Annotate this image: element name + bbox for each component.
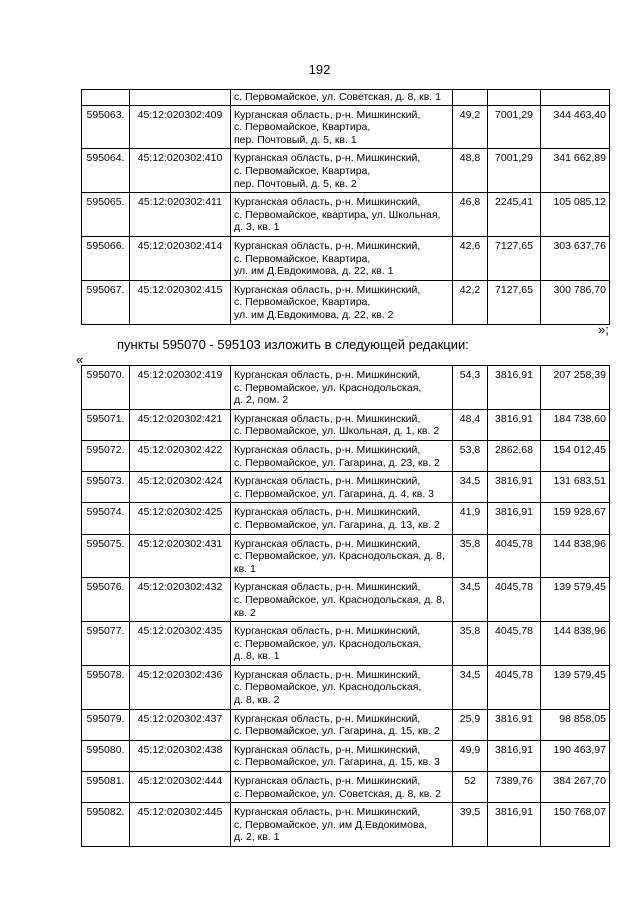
table-row [82,503,610,534]
table-row [82,90,610,106]
opening-quote: « [76,352,84,367]
cadastral-number: 45:12:020302:444 [130,772,231,803]
cost: 159 928,67 [541,503,610,534]
area: 54,3 [453,366,488,410]
row-number: 595072. [82,440,130,471]
address: Курганская область, р-н. Мишкинский, с. Первомайское, ул. Гагарина, д. 13, кв. 2 [231,503,453,534]
cadastral-number: 45:12:020302:422 [130,440,231,471]
cost: 341 662,89 [541,149,610,193]
cadastral-number: 45:12:020302:445 [130,803,231,847]
table-row [82,149,610,193]
row-number: 595078. [82,665,130,709]
property-table-new-edition [81,365,610,847]
row-number: 595066. [82,236,130,280]
cadastral-number: 45:12:020302:414 [130,236,231,280]
row-number [82,90,130,106]
cadastral-number [130,90,231,106]
cost: 98 858,05 [541,709,610,740]
cadastral-number: 45:12:020302:424 [130,472,231,503]
area: 39,5 [453,803,488,847]
table-row [82,409,610,440]
row-number: 595073. [82,472,130,503]
cost [541,90,610,106]
area: 35,8 [453,622,488,666]
area: 49,2 [453,105,488,149]
unit-price: 4045,78 [488,578,541,622]
cadastral-number: 45:12:020302:415 [130,280,231,324]
row-number: 595077. [82,622,130,666]
area: 46,8 [453,193,488,237]
cadastral-number: 45:12:020302:436 [130,665,231,709]
cadastral-number: 45:12:020302:437 [130,709,231,740]
row-number: 595067. [82,280,130,324]
row-number: 595074. [82,503,130,534]
cadastral-number: 45:12:020302:438 [130,740,231,771]
address: Курганская область, р-н. Мишкинский, с. Первомайское, Квартира, ул. им Д.Евдокимова, д. 22, кв. 2 [231,280,453,324]
cadastral-number: 45:12:020302:409 [130,105,231,149]
address: Курганская область, р-н. Мишкинский, с. Первомайское, ул. Краснодольская, д. 8, кв. 1 [231,622,453,666]
address: Курганская область, р-н. Мишкинский, с. Первомайское, ул. Школьная, д. 1, кв. 2 [231,409,453,440]
address: с. Первомайское, ул. Советская, д. 8, кв. 1 [231,90,453,106]
unit-price: 4045,78 [488,622,541,666]
row-number: 595071. [82,409,130,440]
table-row [82,440,610,471]
unit-price: 3816,91 [488,709,541,740]
unit-price: 4045,78 [488,665,541,709]
unit-price: 3816,91 [488,409,541,440]
table-row [82,740,610,771]
table-row [82,709,610,740]
unit-price [488,90,541,106]
address: Курганская область, р-н. Мишкинский, с. Первомайское, квартира, ул. Школьная, д. 3, кв. 1 [231,193,453,237]
cost: 154 012,45 [541,440,610,471]
unit-price: 3816,91 [488,472,541,503]
area: 42,2 [453,280,488,324]
cadastral-number: 45:12:020302:425 [130,503,231,534]
address: Курганская область, р-н. Мишкинский, с. Первомайское, ул. Советская, д. 8, кв. 2 [231,772,453,803]
unit-price: 4045,78 [488,534,541,578]
cost: 150 768,07 [541,803,610,847]
address: Курганская область, р-н. Мишкинский, с. Первомайское, Квартира, ул. им Д.Евдокимова, д. 22, кв. 1 [231,236,453,280]
unit-price: 7001,29 [488,149,541,193]
area: 34,5 [453,472,488,503]
table-row [82,193,610,237]
cadastral-number: 45:12:020302:411 [130,193,231,237]
address: Курганская область, р-н. Мишкинский, с. Первомайское, ул. Гагарина, д. 15, кв. 3 [231,740,453,771]
property-table-continued [81,89,610,325]
address: Курганская область, р-н. Мишкинский, с. Первомайское, ул. Краснодольская, д. 2, пом. 2 [231,366,453,410]
area: 48,8 [453,149,488,193]
address: Курганская область, р-н. Мишкинский, с. Первомайское, ул. Гагарина, д. 4, кв. 3 [231,472,453,503]
cost: 207 258,39 [541,366,610,410]
cadastral-number: 45:12:020302:432 [130,578,231,622]
table-body [82,366,610,847]
row-number: 595063. [82,105,130,149]
area: 53,8 [453,440,488,471]
address: Курганская область, р-н. Мишкинский, с. Первомайское, Квартира, пер. Почтовый, д. 5, кв. 1 [231,105,453,149]
area: 34,5 [453,665,488,709]
address: Курганская область, р-н. Мишкинский, с. Первомайское, ул. Краснодольская, д. 8, кв. 1 [231,534,453,578]
area: 42,6 [453,236,488,280]
cost: 184 738,60 [541,409,610,440]
table-row [82,105,610,149]
area: 35,8 [453,534,488,578]
cost: 344 463,40 [541,105,610,149]
table-row [82,236,610,280]
cadastral-number: 45:12:020302:419 [130,366,231,410]
row-number: 595081. [82,772,130,803]
unit-price: 3816,91 [488,803,541,847]
address: Курганская область, р-н. Мишкинский, с. Первомайское, ул. Гагарина, д. 23, кв. 2 [231,440,453,471]
area [453,90,488,106]
unit-price: 2862,68 [488,440,541,471]
unit-price: 7127,65 [488,280,541,324]
address: Курганская область, р-н. Мишкинский, с. Первомайское, ул. Краснодольская, д. 8, кв. 2 [231,578,453,622]
cadastral-number: 45:12:020302:435 [130,622,231,666]
table-row [82,665,610,709]
row-number: 595070. [82,366,130,410]
cadastral-number: 45:12:020302:410 [130,149,231,193]
area: 52 [453,772,488,803]
cadastral-number: 45:12:020302:421 [130,409,231,440]
amendment-instruction: пункты 595070 - 595103 изложить в следующей редакции: [117,337,469,352]
cost: 144 838,96 [541,622,610,666]
unit-price: 7389,76 [488,772,541,803]
table-row [82,622,610,666]
unit-price: 3816,91 [488,740,541,771]
cost: 384 267,70 [541,772,610,803]
table-row [82,280,610,324]
row-number: 595082. [82,803,130,847]
cost: 139 579,45 [541,578,610,622]
unit-price: 3816,91 [488,503,541,534]
unit-price: 7127,65 [488,236,541,280]
area: 34,5 [453,578,488,622]
unit-price: 2245,41 [488,193,541,237]
address: Курганская область, р-н. Мишкинский, с. Первомайское, ул. Краснодольская, д. 8, кв. 2 [231,665,453,709]
page-number: 192 [308,62,331,77]
area: 49,9 [453,740,488,771]
closing-quote: »; [598,322,609,337]
cadastral-number: 45:12:020302:431 [130,534,231,578]
table-row [82,472,610,503]
table-row [82,772,610,803]
row-number: 595080. [82,740,130,771]
unit-price: 3816,91 [488,366,541,410]
area: 48,4 [453,409,488,440]
row-number: 595065. [82,193,130,237]
unit-price: 7001,29 [488,105,541,149]
table-row [82,534,610,578]
cost: 105 085,12 [541,193,610,237]
table-row [82,578,610,622]
cost: 303 637,76 [541,236,610,280]
row-number: 595075. [82,534,130,578]
row-number: 595079. [82,709,130,740]
address: Курганская область, р-н. Мишкинский, с. Первомайское, ул. им Д.Евдокимова, д. 2, кв. 1 [231,803,453,847]
cost: 139 579,45 [541,665,610,709]
address: Курганская область, р-н. Мишкинский, с. Первомайское, Квартира, пер. Почтовый, д. 5, кв. 2 [231,149,453,193]
table-body [82,90,610,325]
table-row [82,366,610,410]
cost: 190 463,97 [541,740,610,771]
cost: 144 838,96 [541,534,610,578]
cost: 131 683,51 [541,472,610,503]
area: 41,9 [453,503,488,534]
row-number: 595076. [82,578,130,622]
address: Курганская область, р-н. Мишкинский, с. Первомайское, ул. Гагарина, д. 15, кв. 2 [231,709,453,740]
cost: 300 786,70 [541,280,610,324]
row-number: 595064. [82,149,130,193]
table-row [82,803,610,847]
area: 25,9 [453,709,488,740]
